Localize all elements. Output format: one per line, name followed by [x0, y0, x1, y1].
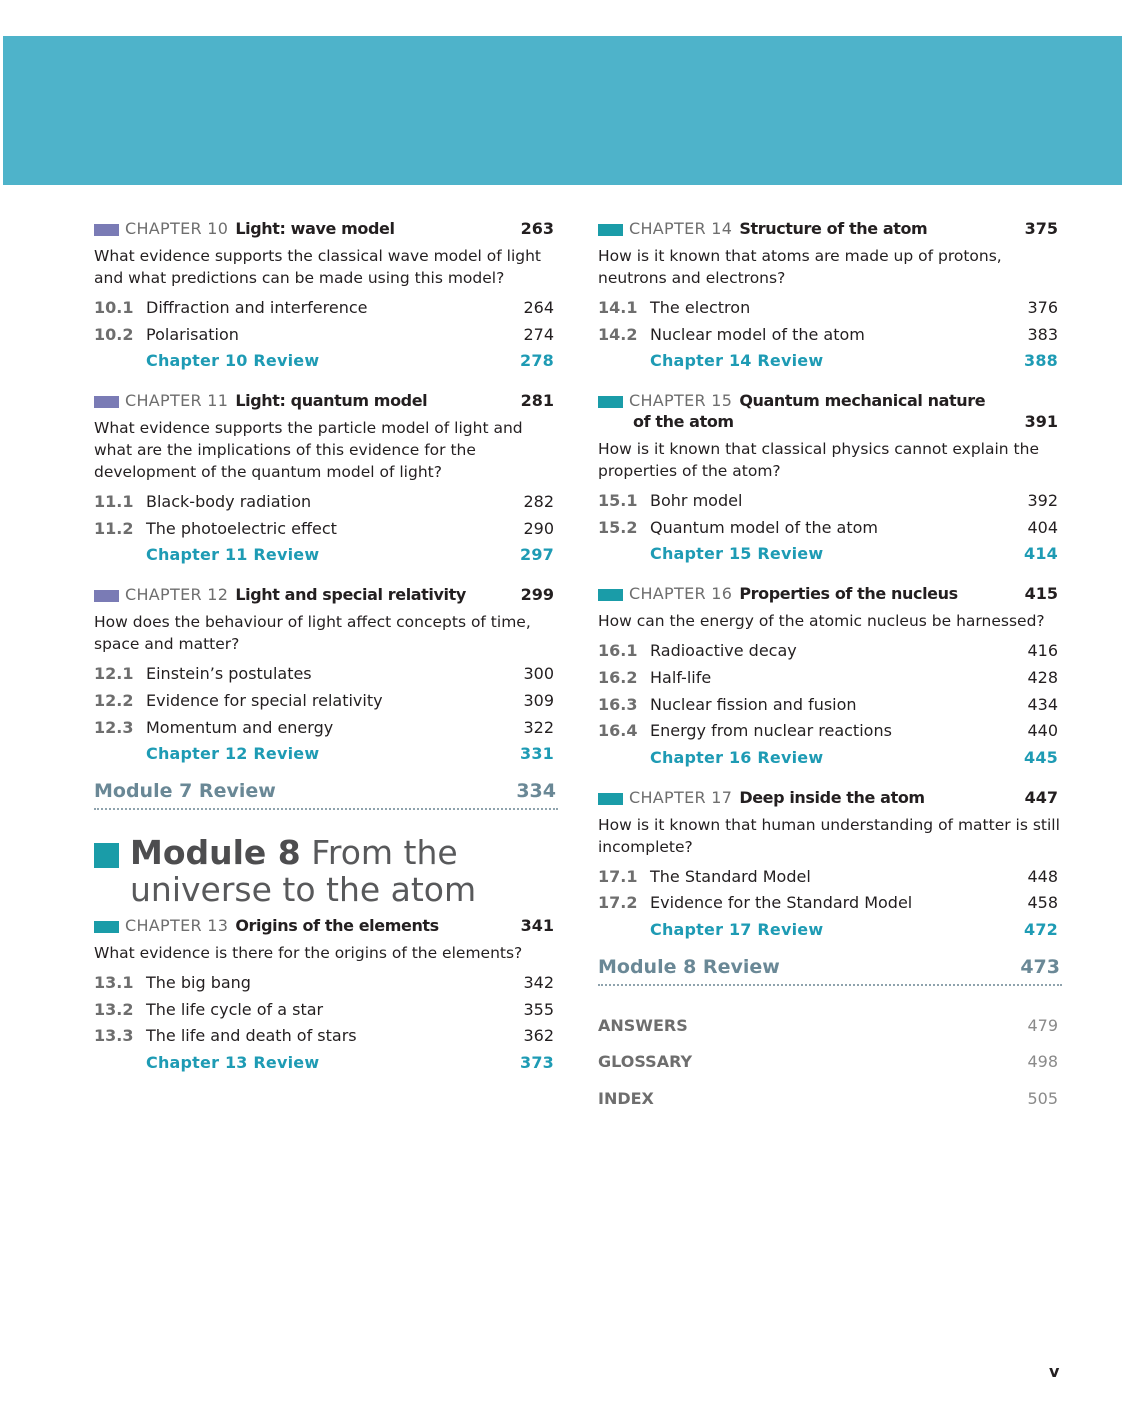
chapter-review-link[interactable]: Chapter 11 Review 297	[146, 545, 554, 565]
page-number: v	[1049, 1362, 1060, 1381]
module-8-review-link[interactable]: Module 8 Review 473	[598, 952, 1062, 986]
section-item[interactable]: 17.1 The Standard Model 448	[598, 866, 1058, 886]
chapter-swatch	[94, 921, 119, 933]
chapter-swatch	[598, 793, 623, 805]
section-item[interactable]: 15.2 Quantum model of the atom 404	[598, 517, 1058, 537]
chapter-swatch	[94, 396, 119, 408]
chapter-page: 299	[520, 585, 554, 605]
chapter-12-heading[interactable]: CHAPTER 12 Light and special relativity 299	[94, 584, 558, 606]
chapter-question: How does the behaviour of light affect concepts of time, space and matter?	[94, 613, 531, 654]
chapter-question: What evidence supports the particle model of light and what are the implications of this evidence for the development of the quantum model of light?	[94, 419, 523, 482]
chapter-page: 341	[520, 915, 554, 935]
section-item[interactable]: 17.2 Evidence for the Standard Model 458	[598, 893, 1058, 913]
section-item[interactable]: 10.1 Diffraction and interference 264	[94, 298, 554, 317]
section-item[interactable]: 16.3 Nuclear fission and fusion 434	[598, 694, 1058, 714]
chapter-question: How is it known that human understanding of matter is still incomplete?	[598, 815, 1060, 856]
toc-right-column	[598, 215, 1062, 1117]
section-item[interactable]: 12.1 Einstein’s postulates 300	[94, 664, 554, 684]
chapter-question: How is it known that classical physics cannot explain the properties of the atom?	[598, 440, 1039, 481]
chapter-question: What evidence supports the classical wave model of light and what predictions can be made using this model?	[94, 247, 541, 287]
chapter-page: 447	[1024, 787, 1058, 807]
chapter-swatch	[598, 224, 623, 236]
section-item[interactable]: 10.2 Polarisation 274	[94, 324, 554, 344]
chapter-13-heading[interactable]: CHAPTER 13 Origins of the elements 341	[94, 915, 558, 937]
section-item[interactable]: 15.1 Bohr model 392	[598, 491, 1058, 511]
backmatter-list	[598, 1008, 1062, 1118]
section-item[interactable]: 11.1 Black-body radiation 282	[94, 492, 554, 512]
chapter-swatch	[94, 590, 119, 602]
chapter-14-heading[interactable]: CHAPTER 14 Structure of the atom 375	[598, 218, 1062, 240]
section-item[interactable]: 11.2 The photoelectric effect 290	[94, 518, 554, 538]
chapter-review-link[interactable]: Chapter 12 Review 331	[146, 744, 554, 764]
section-item[interactable]: 12.2 Evidence for special relativity 309	[94, 690, 554, 710]
chapter-16-heading[interactable]: CHAPTER 16 Properties of the nucleus 415	[598, 583, 1062, 605]
chapter-question: How can the energy of the atomic nucleus be harnessed?	[598, 612, 1045, 631]
chapter-page: 281	[520, 391, 554, 411]
section-item[interactable]: 13.1 The big bang 342	[94, 972, 554, 992]
chapter-page: 391	[1024, 412, 1058, 432]
chapter-swatch	[94, 224, 119, 236]
section-item[interactable]: 13.2 The life cycle of a star 355	[94, 999, 554, 1019]
header-banner	[3, 36, 1122, 185]
chapter-17-heading[interactable]: CHAPTER 17 Deep inside the atom 447	[598, 787, 1062, 809]
chapter-question: How is it known that atoms are made up of protons, neutrons and electrons?	[598, 247, 1002, 287]
chapter-swatch	[598, 589, 623, 601]
module-7-review-link[interactable]: Module 7 Review 334	[94, 776, 558, 810]
chapter-review-link[interactable]: Chapter 13 Review 373	[146, 1052, 554, 1072]
section-item[interactable]: 14.1 The electron 376	[598, 298, 1058, 317]
chapter-review-link[interactable]: Chapter 17 Review 472	[650, 919, 1058, 939]
glossary-link[interactable]: GLOSSARY 498	[598, 1052, 1058, 1072]
chapter-page: 415	[1024, 584, 1058, 604]
chapter-review-link[interactable]: Chapter 14 Review 388	[650, 351, 1058, 371]
index-link[interactable]: INDEX 505	[598, 1088, 1058, 1108]
chapter-11-heading[interactable]: CHAPTER 11 Light: quantum model 281	[94, 390, 558, 412]
section-item[interactable]: 16.4 Energy from nuclear reactions 440	[598, 721, 1058, 741]
module-8-heading: Module 8 From the universe to the atom	[94, 838, 558, 912]
chapter-10-heading[interactable]: CHAPTER 10 Light: wave model 263	[94, 218, 558, 240]
chapter-question: What evidence is there for the origins of the elements?	[94, 943, 523, 962]
chapter-review-link[interactable]: Chapter 16 Review 445	[650, 747, 1058, 767]
section-item[interactable]: 16.2 Half-life 428	[598, 667, 1058, 687]
chapter-page: 375	[1024, 219, 1058, 238]
section-item[interactable]: 12.3 Momentum and energy 322	[94, 717, 554, 737]
toc-left-column	[94, 215, 558, 1077]
section-item[interactable]: 13.3 The life and death of stars 362	[94, 1026, 554, 1046]
chapter-review-link[interactable]: Chapter 10 Review 278	[146, 351, 554, 371]
section-item[interactable]: 14.2 Nuclear model of the atom 383	[598, 324, 1058, 344]
module-swatch	[94, 843, 119, 868]
chapter-review-link[interactable]: Chapter 15 Review 414	[650, 544, 1058, 564]
chapter-15-heading[interactable]: CHAPTER 15 Quantum mechanical nature of the atom 391	[598, 390, 1062, 433]
chapter-swatch	[598, 396, 623, 408]
chapter-page: 263	[520, 219, 554, 238]
section-item[interactable]: 16.1 Radioactive decay 416	[598, 641, 1058, 661]
answers-link[interactable]: ANSWERS 479	[598, 1015, 1058, 1035]
